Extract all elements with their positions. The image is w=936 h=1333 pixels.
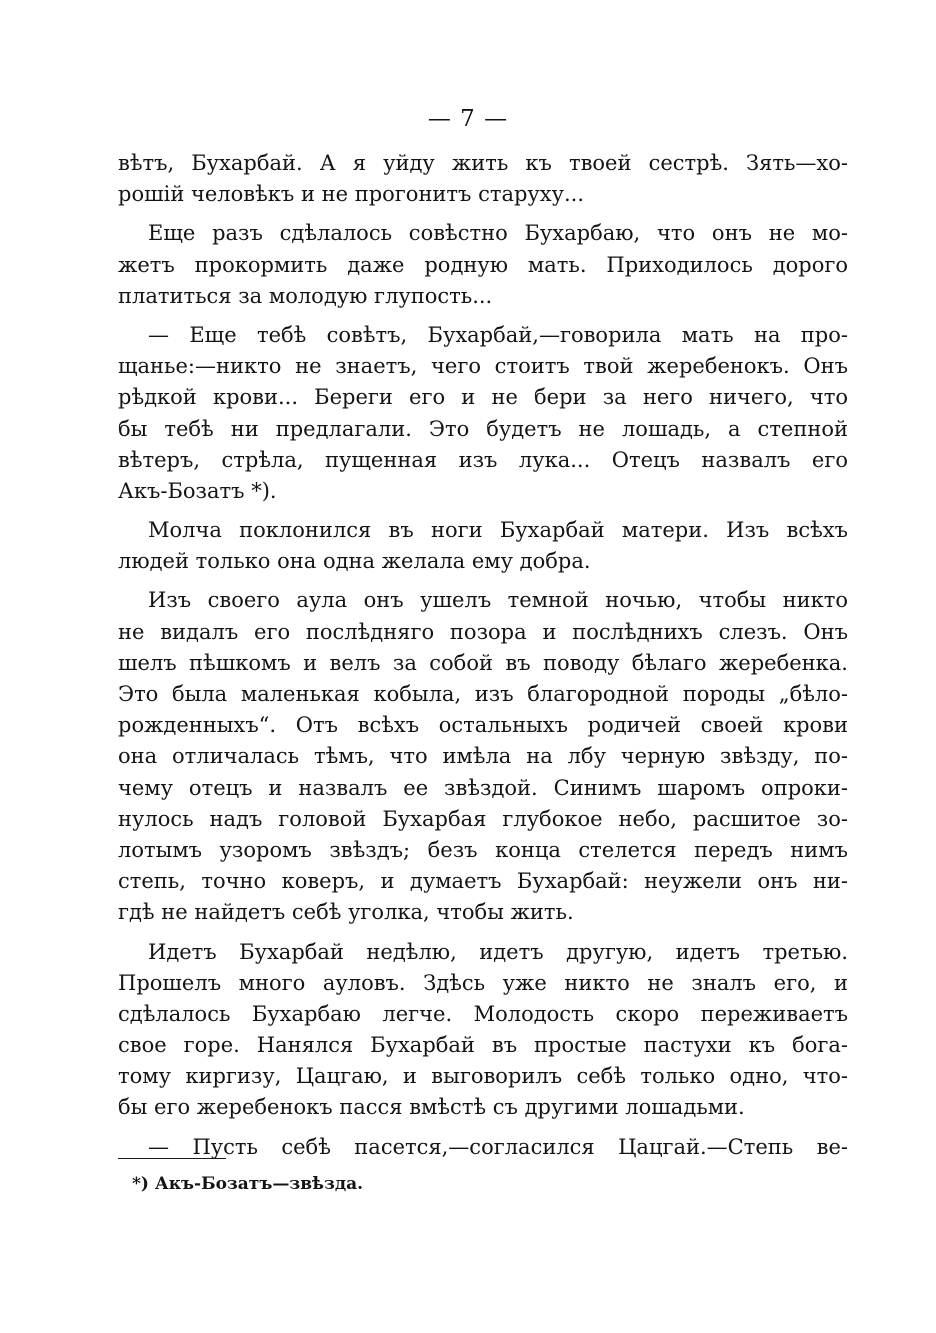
text-line: людей только она одна желала ему добра. [118, 549, 591, 574]
text-line: — Пусть себѣ пасется,—согласился Цацгай.—Степь ве- [148, 1134, 848, 1159]
text-line: шелъ пѣшкомъ и велъ за собой въ поводу бѣлаго жеребенка. [118, 650, 848, 675]
paragraph [118, 937, 848, 1124]
text-line: бы тебѣ ни предлагали. Это будетъ не лошадь, а степной [118, 416, 848, 441]
text-line: Идетъ Бухарбай недѣлю, идетъ другую, идетъ третью. [148, 939, 848, 964]
paragraph [118, 148, 848, 210]
paragraph [118, 320, 848, 507]
text-line: Молча поклонился въ ноги Бухарбай матери. Изъ всѣхъ [148, 518, 848, 543]
text-line: Это была маленькая кобыла, изъ благородной породы „бѣло- [118, 682, 848, 706]
text-line: — Еще тебѣ совѣтъ, Бухарбай,—говорила мать на про- [148, 322, 848, 347]
footnote-divider [118, 1158, 226, 1159]
text-line: лотымъ узоромъ звѣздъ; безъ конца стелется передъ нимъ [118, 837, 848, 862]
text-line: чему отецъ и назвалъ ее звѣздой. Синимъ шаромъ опроки- [118, 775, 848, 800]
body-text [118, 148, 848, 1163]
paragraph [118, 515, 848, 577]
text-line: щанье:—никто не знаетъ, чего стоитъ твой жеребенокъ. Онъ [118, 354, 848, 379]
text-line: она отличалась тѣмъ, что имѣла на лбу черную звѣзду, по- [118, 744, 848, 769]
text-line: рошій человѣкъ и не прогонитъ старуху... [118, 182, 585, 207]
text-line: Акъ-Бозатъ *). [118, 478, 277, 503]
page-number: — 7 — [427, 106, 509, 132]
text-line: вѣтъ, Бухарбай. А я уйду жить къ твоей сестрѣ. Зять—хо- [118, 151, 848, 175]
text-line: тому киргизу, Цацгаю, и выговорилъ себѣ только одно, что- [118, 1064, 848, 1089]
text-line: вѣтеръ, стрѣла, пущенная изъ лука... Отецъ назвалъ его [118, 447, 848, 472]
text-line: степь, точно коверъ, и думаетъ Бухарбай: неужели онъ ни- [118, 869, 848, 894]
text-line: Еще разъ сдѣлалось совѣстно Бухарбаю, что онъ не мо- [148, 221, 848, 246]
paragraph [118, 1132, 848, 1163]
text-line: жетъ прокормить даже родную мать. Приходилось дорого [118, 252, 848, 277]
text-line: бы его жеребенокъ пасся вмѣстѣ съ другими лошадьми. [118, 1095, 745, 1120]
text-line: гдѣ не найдетъ себѣ уголка, чтобы жить. [118, 900, 574, 925]
paragraph [118, 218, 848, 312]
text-line: свое горе. Нанялся Бухарбай въ простые пастухи къ бога- [118, 1033, 848, 1058]
text-line: Прошелъ много ауловъ. Здѣсь уже никто не зналъ его, и [118, 970, 848, 995]
text-line: платиться за молодую глупость... [118, 283, 493, 308]
text-line: сдѣлалось Бухарбаю легче. Молодость скоро переживаетъ [118, 1001, 848, 1026]
footnote: *) Акъ-Бозатъ—звѣзда. [132, 1174, 364, 1194]
text-line: не видалъ его послѣдняго позора и послѣднихъ слезъ. Онъ [118, 619, 848, 644]
text-line: Изъ своего аула онъ ушелъ темной ночью, чтобы никто [148, 588, 848, 613]
text-line: рѣдкой крови... Береги его и не бери за него ничего, что [118, 385, 848, 410]
paragraph [118, 585, 848, 928]
text-line: нулось надъ головой Бухарбая глубокое небо, расшитое зо- [118, 806, 848, 831]
text-line: рожденныхъ“. Отъ всѣхъ остальныхъ родичей своей крови [118, 713, 848, 738]
